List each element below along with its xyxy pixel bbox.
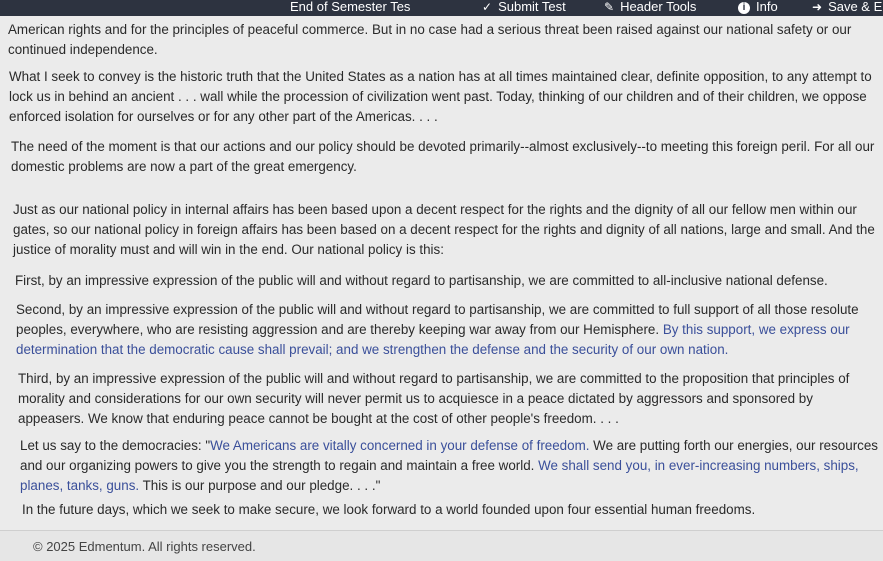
footer (0, 530, 883, 561)
paragraph-3: The need of the moment is that our actions and our policy should be devoted primarily--almost exclusively--to meeting this foreign peril. For all our domestic problems are now a part of the great emergency. (11, 139, 875, 174)
paragraph-1: American rights and for the principles of peaceful commerce. But in no case had a serious threat been raised against our national safety or our continued independence. (8, 22, 852, 57)
info-icon: i (738, 2, 750, 14)
submit-test-button[interactable] (482, 0, 566, 16)
info-label: Info (756, 0, 778, 14)
header-tools-label: Header Tools (620, 0, 697, 14)
paragraph-9: In the future days, which we seek to make secure, we look forward to a world founded upon four essential human freedoms. (22, 502, 756, 517)
copyright-text: © 2025 Edmentum. All rights reserved. (33, 539, 256, 554)
highlighted-text: By this support, we express our (662, 322, 850, 337)
exit-icon: ➜ (812, 0, 823, 14)
highlighted-text: We Americans are vitally concerned in your defense of freedom. (210, 438, 590, 453)
paragraph-6: Second, by an impressive expression of the public will and without regard to partisanship, we are committed to full support of all those resolute peoples, everywhere, who are resisting aggression and are thereby keeping war away from our Hemisphere. By this support, we express our determination that the democratic cause shall prevail; and we strengthen the defense and the security of our own nation. (16, 300, 859, 360)
highlighted-text: We shall send you, in ever-increasing numbers, ships, (538, 458, 859, 473)
header-tools-button[interactable] (604, 0, 696, 16)
paragraph-4: Just as our national policy in internal affairs has been based upon a decent respect for the rights and the dignity of all our fellow men within our gates, so our national policy in foreign affairs has been based on a decent respect for the rights and dignity of all nations, large and small. And the justice of morality must and will win in the end. Our national policy is this: (13, 202, 875, 257)
passage-content[interactable] (0, 16, 883, 530)
top-toolbar (0, 0, 883, 16)
paragraph-8: Let us say to the democracies: "We Americans are vitally concerned in your defense of freedom. We are putting forth our energies, our resources and our organizing powers to give you the strength to regain and maintain a free world. We shall send you, in ever-increasing numbers, ships, planes, tanks, guns. This is our purpose and our pledge. . . ." (20, 438, 878, 493)
end-semester-test-title: End of Semester Tes (290, 0, 411, 14)
wrench-icon: ✎ (604, 0, 615, 14)
paragraph-7: Third, by an impressive expression of the public will and without regard to partisanship, we are committed to the proposition that principles of morality and considerations for our own security will never permit us to acquiesce in a peace dictated by aggressors and sponsored by appeasers. We know that enduring peace cannot be bought at the cost of other people's freedom. . . . (18, 371, 850, 426)
paragraph-2: What I seek to convey is the historic truth that the United States as a nation has at all times maintained clear, definite opposition, to any attempt to lock us in behind an ancient . . . wall while the procession of civilization went past. Today, thinking of our children and of their children, we oppose enforced isolation for ourselves or for any other part of the Americas. . . . (9, 69, 872, 124)
highlighted-text: planes, tanks, guns. (20, 478, 140, 493)
check-circle-icon: ✓ (482, 0, 493, 14)
submit-test-label: Submit Test (498, 0, 566, 14)
save-exit-label: Save & E (828, 0, 883, 14)
paragraph-5: First, by an impressive expression of the public will and without regard to partisanship, we are committed to all-inclusive national defense. (15, 273, 828, 288)
info-button[interactable] (738, 0, 778, 16)
save-exit-button[interactable] (812, 0, 882, 16)
highlighted-text: determination that the democratic cause shall prevail; and we strengthen the defense and the security of our own nation. (16, 342, 729, 357)
